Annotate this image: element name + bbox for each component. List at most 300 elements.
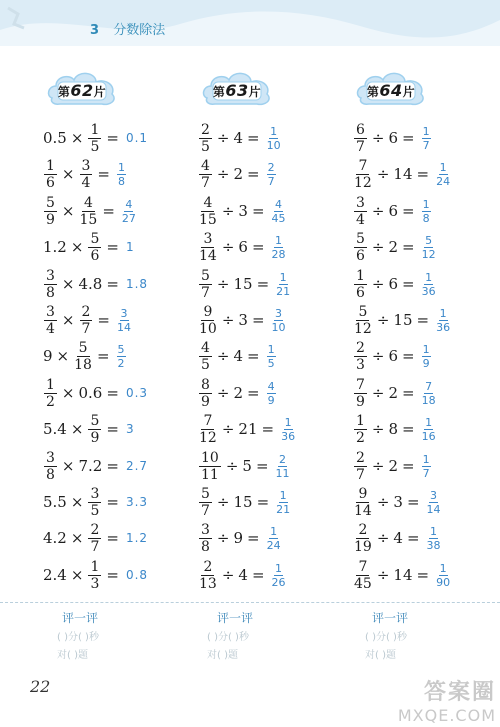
answer-fraction [436, 162, 450, 187]
denominator: 5 [201, 138, 210, 155]
numerator: 3 [90, 485, 100, 502]
number: 5.4 [43, 420, 67, 438]
denominator: 11 [201, 466, 219, 483]
problem-row [197, 557, 288, 593]
problem-row [352, 375, 438, 411]
problem-row [352, 520, 443, 556]
denominator: 7 [90, 538, 100, 555]
numerator: 5 [46, 194, 55, 211]
denominator: 7 [81, 320, 91, 337]
operator: ÷ [371, 238, 385, 256]
denominator: 8 [118, 174, 125, 188]
operator: = [406, 529, 420, 547]
denominator: 12 [354, 320, 372, 337]
denominator: 3 [90, 575, 100, 592]
problem-row [42, 302, 133, 338]
problem-row [42, 193, 138, 229]
numerator: 2 [356, 339, 365, 356]
numerator: 3 [46, 449, 55, 466]
problem-row [42, 411, 135, 447]
fraction [44, 305, 57, 336]
number: 3 [393, 493, 403, 511]
numerator: 1 [270, 524, 278, 538]
denominator: 9 [356, 393, 365, 410]
problem-row [197, 229, 288, 265]
fraction [88, 232, 101, 263]
operator: × [70, 129, 84, 147]
denominator: 14 [117, 320, 131, 334]
problem-row [197, 411, 297, 447]
numerator: 1 [430, 524, 438, 538]
numerator: 5 [425, 233, 433, 247]
denominator: 12 [354, 174, 372, 191]
answer-fraction [276, 454, 290, 479]
fraction [199, 414, 217, 445]
fraction [74, 341, 92, 372]
number: 2 [388, 384, 399, 402]
numerator: 1 [422, 452, 430, 466]
number: 6 [238, 238, 248, 256]
answer: 1.8 [125, 277, 149, 291]
denominator: 6 [90, 247, 100, 264]
numerator: 9 [203, 303, 213, 320]
numerator: 4 [275, 197, 283, 211]
number: 15 [393, 311, 413, 329]
number: 2 [388, 457, 399, 475]
number: 2.4 [43, 566, 67, 584]
numerator: 1 [46, 157, 55, 174]
numerator: 2 [267, 160, 275, 174]
answer-fraction [422, 454, 431, 479]
number: 4 [238, 566, 248, 584]
denominator: 7 [422, 138, 430, 152]
operator: × [70, 529, 84, 547]
operator: ÷ [225, 457, 239, 475]
operator: ÷ [371, 202, 385, 220]
numerator: 2 [90, 521, 100, 538]
problem-row [352, 411, 438, 447]
numerator: 1 [422, 342, 430, 356]
operator: = [255, 457, 269, 475]
operator: ÷ [376, 311, 390, 329]
denominator: 15 [79, 211, 98, 228]
operator: ÷ [371, 457, 385, 475]
answer: 0.3 [125, 386, 149, 400]
operator: = [251, 311, 265, 329]
numerator: 4 [201, 157, 210, 174]
numerator: 3 [46, 267, 55, 284]
problem-row [42, 229, 135, 265]
numerator: 1 [356, 267, 365, 284]
number: 15 [233, 493, 253, 511]
answer-fraction [422, 381, 436, 406]
fraction [354, 378, 367, 409]
numerator: 2 [356, 449, 365, 466]
denominator: 7 [201, 502, 210, 519]
number: 8 [388, 420, 399, 438]
problem-row [42, 266, 148, 302]
fraction [199, 305, 217, 336]
evaluation-correct-3: 对( )题 [365, 650, 396, 661]
number: 3 [238, 202, 248, 220]
problem-row [352, 229, 438, 265]
operator: = [106, 384, 119, 402]
operator: × [61, 165, 75, 183]
denominator: 36 [436, 320, 451, 334]
evaluation-correct-2: 对( )题 [207, 650, 238, 661]
numerator: 6 [356, 121, 365, 138]
fraction [88, 123, 101, 154]
operator: ÷ [376, 529, 390, 547]
number: 4 [233, 347, 244, 365]
operator: = [416, 311, 430, 329]
numerator: 5 [201, 485, 210, 502]
answer-fraction [427, 526, 441, 551]
operator: ÷ [371, 275, 385, 293]
denominator: 14 [354, 502, 372, 519]
numerator: 1 [439, 306, 447, 320]
numerator: 1 [425, 415, 433, 429]
problem-row [197, 338, 278, 374]
number: 9 [43, 347, 53, 365]
numerator: 4 [201, 339, 210, 356]
operator: × [56, 347, 70, 365]
numerator: 5 [356, 230, 365, 247]
numerator: 1 [422, 197, 430, 211]
numerator: 3 [430, 488, 438, 502]
numerator: 1 [46, 376, 55, 393]
problem-row [352, 484, 443, 520]
fraction [88, 560, 101, 591]
numerator: 3 [203, 230, 213, 247]
number: 6 [388, 202, 399, 220]
fraction [354, 196, 367, 227]
operator: = [102, 202, 115, 220]
numerator: 3 [81, 157, 91, 174]
denominator: 8 [422, 211, 430, 225]
operator: = [106, 457, 119, 475]
numerator: 9 [358, 485, 368, 502]
problem-row [42, 120, 148, 156]
problem-row [197, 193, 288, 229]
operator: = [402, 202, 415, 220]
day-badge [46, 68, 118, 108]
answer-fraction [422, 126, 431, 151]
answer-fraction [272, 199, 286, 224]
answer-fraction [436, 563, 450, 588]
denominator: 24 [266, 538, 281, 552]
operator: ÷ [216, 384, 230, 402]
fraction [199, 487, 212, 518]
number: 1.2 [43, 238, 67, 256]
numerator: 2 [81, 303, 91, 320]
numerator: 7 [425, 379, 433, 393]
number: 4.2 [43, 529, 67, 547]
problem-row [197, 266, 292, 302]
day-badge [355, 68, 427, 108]
section-header [90, 19, 165, 38]
problem-row [352, 156, 452, 192]
denominator: 3 [356, 356, 365, 373]
numerator: 1 [270, 124, 278, 138]
denominator: 5 [267, 356, 275, 370]
denominator: 28 [271, 247, 286, 261]
number: 4.8 [78, 275, 103, 293]
operator: = [402, 347, 415, 365]
numerator: 1 [90, 558, 100, 575]
answer-fraction [117, 344, 126, 369]
denominator: 10 [271, 320, 286, 334]
numerator: 10 [201, 449, 219, 466]
denominator: 2 [46, 393, 55, 410]
fraction [199, 378, 212, 409]
operator: ÷ [221, 238, 235, 256]
operator: = [402, 384, 415, 402]
denominator: 7 [356, 138, 365, 155]
answer: 0.8 [125, 568, 149, 582]
operator: × [61, 311, 75, 329]
numerator: 1 [279, 270, 287, 284]
denominator: 5 [90, 502, 100, 519]
operator: ÷ [376, 493, 390, 511]
number: 2 [388, 238, 399, 256]
operator: = [247, 384, 260, 402]
evaluation-time-2: ( )分( )秒 [207, 632, 249, 643]
watermark-line-1: 答案圈 [423, 680, 496, 705]
numerator: 7 [358, 558, 368, 575]
numerator: 3 [275, 306, 283, 320]
numerator: 5 [90, 412, 100, 429]
denominator: 6 [356, 284, 365, 301]
denominator: 9 [201, 393, 210, 410]
numerator: 1 [279, 488, 287, 502]
denominator: 19 [354, 538, 372, 555]
number: 4 [233, 129, 244, 147]
answer: 3 [125, 422, 135, 436]
answer-fraction [281, 417, 295, 442]
denominator: 14 [199, 247, 217, 264]
operator: ÷ [371, 129, 385, 147]
number: 14 [393, 566, 413, 584]
operator: = [261, 420, 275, 438]
fraction [88, 487, 101, 518]
denominator: 27 [121, 211, 136, 225]
divider [0, 602, 500, 603]
denominator: 45 [271, 211, 286, 225]
operator: = [97, 311, 110, 329]
number: 15 [233, 275, 253, 293]
fraction [44, 269, 57, 300]
operator: = [402, 275, 415, 293]
problem-row [197, 375, 278, 411]
fraction [354, 123, 367, 154]
numerator: 5 [78, 339, 88, 356]
numerator: 3 [356, 194, 365, 211]
denominator: 2 [117, 356, 125, 370]
evaluation-correct-1: 对( )题 [57, 650, 88, 661]
number: 5 [242, 457, 252, 475]
fraction [44, 378, 57, 409]
answer-fraction [422, 344, 431, 369]
fraction [354, 523, 372, 554]
answer: 3.3 [125, 495, 149, 509]
operator: = [106, 529, 119, 547]
denominator: 8 [46, 466, 55, 483]
problem-row [352, 120, 433, 156]
problem-row [197, 302, 288, 338]
numerator: 2 [358, 521, 368, 538]
denominator: 4 [356, 211, 365, 228]
problem-row [42, 375, 148, 411]
denominator: 12 [421, 247, 436, 261]
numerator: 1 [439, 160, 447, 174]
fraction [88, 523, 101, 554]
denominator: 21 [276, 284, 291, 298]
numerator: 2 [279, 452, 287, 466]
problem-row [42, 520, 148, 556]
denominator: 14 [426, 502, 441, 516]
problem-row [352, 448, 433, 484]
problem-row [42, 338, 128, 374]
operator: ÷ [216, 129, 230, 147]
operator: = [247, 347, 260, 365]
operator: ÷ [371, 420, 385, 438]
denominator: 13 [199, 575, 217, 592]
numerator: 3 [201, 521, 210, 538]
watermark-line-2: MXQE.COM [397, 706, 496, 725]
fraction [199, 269, 212, 300]
problem-row [42, 484, 148, 520]
fraction [199, 159, 212, 190]
denominator: 16 [421, 429, 436, 443]
denominator: 7 [267, 174, 275, 188]
operator: × [61, 457, 75, 475]
operator: ÷ [221, 566, 235, 584]
evaluation-label-3: 评一评 [372, 611, 409, 625]
numerator: 5 [90, 230, 100, 247]
operator: × [70, 493, 84, 511]
fraction [354, 159, 372, 190]
answer-fraction [267, 162, 276, 187]
operator: × [70, 238, 84, 256]
number: 0.5 [43, 129, 67, 147]
evaluation-label-2: 评一评 [217, 611, 254, 625]
denominator: 6 [46, 174, 55, 191]
problem-row [197, 156, 278, 192]
fraction [199, 451, 221, 482]
answer-fraction [122, 199, 136, 224]
header-decoration [0, 0, 500, 46]
watermark [398, 675, 496, 725]
number: 2 [233, 384, 244, 402]
problem-row [352, 266, 438, 302]
numerator: 4 [83, 194, 93, 211]
problem-row [197, 520, 283, 556]
fraction [88, 414, 101, 445]
fraction [80, 196, 98, 227]
denominator: 6 [356, 247, 365, 264]
number: 6 [388, 275, 399, 293]
fraction [354, 451, 367, 482]
problem-row [197, 484, 292, 520]
section-title: 分数除法 [113, 23, 166, 38]
denominator: 26 [271, 575, 286, 589]
fraction [354, 269, 367, 300]
operator: = [251, 202, 265, 220]
fraction [354, 487, 372, 518]
operator: = [247, 529, 260, 547]
answer-fraction [267, 381, 276, 406]
denominator: 18 [421, 393, 436, 407]
answer-fraction [427, 490, 441, 515]
fraction [199, 123, 212, 154]
problem-row [352, 338, 433, 374]
numerator: 4 [203, 194, 213, 211]
denominator: 36 [421, 284, 436, 298]
operator: ÷ [216, 493, 230, 511]
denominator: 12 [199, 429, 217, 446]
operator: ÷ [216, 529, 230, 547]
numerator: 5 [201, 267, 210, 284]
fraction [199, 341, 212, 372]
answer-fraction [436, 308, 450, 333]
fraction [44, 451, 57, 482]
denominator: 7 [356, 466, 365, 483]
fraction [44, 159, 57, 190]
denominator: 4 [46, 320, 55, 337]
operator: = [97, 165, 110, 183]
operator: ÷ [221, 420, 235, 438]
operator: = [406, 493, 420, 511]
denominator: 24 [436, 174, 451, 188]
answer: 1 [125, 240, 135, 254]
operator: = [402, 457, 415, 475]
operator: ÷ [216, 347, 230, 365]
problem-row [352, 302, 452, 338]
fraction [80, 305, 93, 336]
numerator: 3 [46, 303, 55, 320]
numerator: 2 [203, 558, 213, 575]
numerator: 2 [201, 121, 210, 138]
denominator: 9 [422, 356, 430, 370]
day-badge-label: 第62片 [57, 81, 107, 100]
operator: = [247, 165, 260, 183]
answer-fraction [272, 235, 286, 260]
numerator: 7 [356, 376, 365, 393]
problem-row [352, 193, 433, 229]
page-number: 22 [30, 677, 51, 696]
denominator: 9 [267, 393, 275, 407]
denominator: 7 [201, 174, 210, 191]
answer: 2.7 [125, 459, 149, 473]
answer-fraction [267, 126, 281, 151]
numerator: 4 [125, 197, 133, 211]
operator: = [256, 493, 270, 511]
numerator: 1 [275, 233, 283, 247]
answer-fraction [422, 235, 436, 260]
denominator: 38 [426, 538, 441, 552]
fraction [354, 414, 367, 445]
fraction [199, 232, 217, 263]
numerator: 3 [120, 306, 128, 320]
operator: = [106, 420, 119, 438]
denominator: 8 [201, 538, 210, 555]
operator: ÷ [221, 202, 235, 220]
numerator: 1 [356, 412, 365, 429]
operator: = [106, 566, 119, 584]
fraction [354, 341, 367, 372]
operator: = [256, 275, 270, 293]
